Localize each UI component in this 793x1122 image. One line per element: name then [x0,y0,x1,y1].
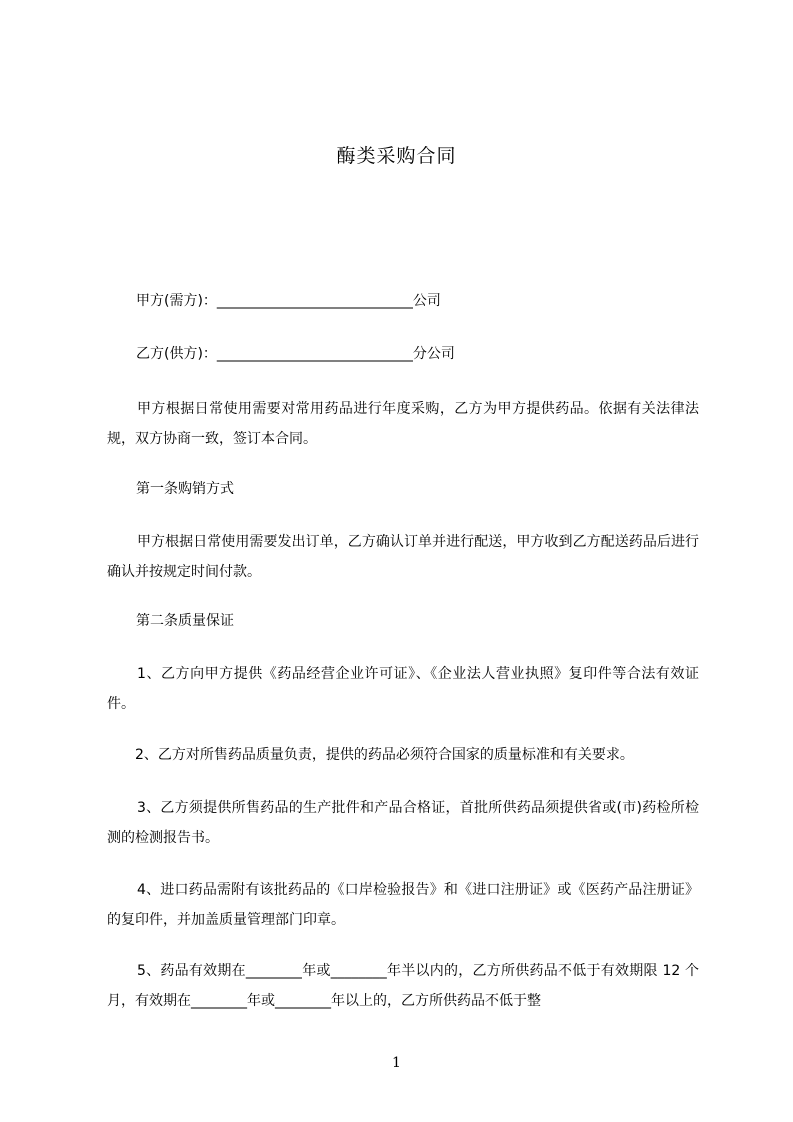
clause-item-5: 5、药品有效期在________年或________年半以内的，乙方所供药品不低于有效期限 12 个月，有效期在________年或________年以上的，乙方所供药品不低于整 [107,963,699,1009]
page-number: 1 [392,1055,401,1071]
document-title: 酶类采购合同 [336,145,457,167]
clause-item-1: 1、乙方向甲方提供《药品经营企业许可证》、《企业法人营业执照》复印件等合法有效证件。 [107,666,699,712]
section1-heading: 第一条购销方式 [136,481,234,497]
clause-item-3: 3、乙方须提供所售药品的生产批件和产品合格证，首批所供药品须提供省或(市)药检所检测的检测报告书。 [107,800,699,846]
clause-item-4: 4、进口药品需附有该批药品的《口岸检验报告》和《进口注册证》或《医药产品注册证》的复印件，并加盖质量管理部门印章。 [107,882,699,928]
intro-paragraph: 甲方根据日常使用需要对常用药品进行年度采购，乙方为甲方提供药品。依据有关法律法规，双方协商一致，签订本合同。 [107,401,699,447]
party-b-line: 乙方(供方)：____________________________分公司 [136,346,455,362]
clause-item-2: 2、乙方对所售药品质量负责，提供的药品必须符合国家的质量标准和有关要求。 [135,747,634,763]
section2-heading: 第二条质量保证 [136,613,234,629]
party-a-line: 甲方(需方)：____________________________公司 [136,293,441,309]
section1-paragraph: 甲方根据日常使用需要发出订单，乙方确认订单并进行配送，甲方收到乙方配送药品后进行确认并按规定时间付款。 [107,534,699,580]
